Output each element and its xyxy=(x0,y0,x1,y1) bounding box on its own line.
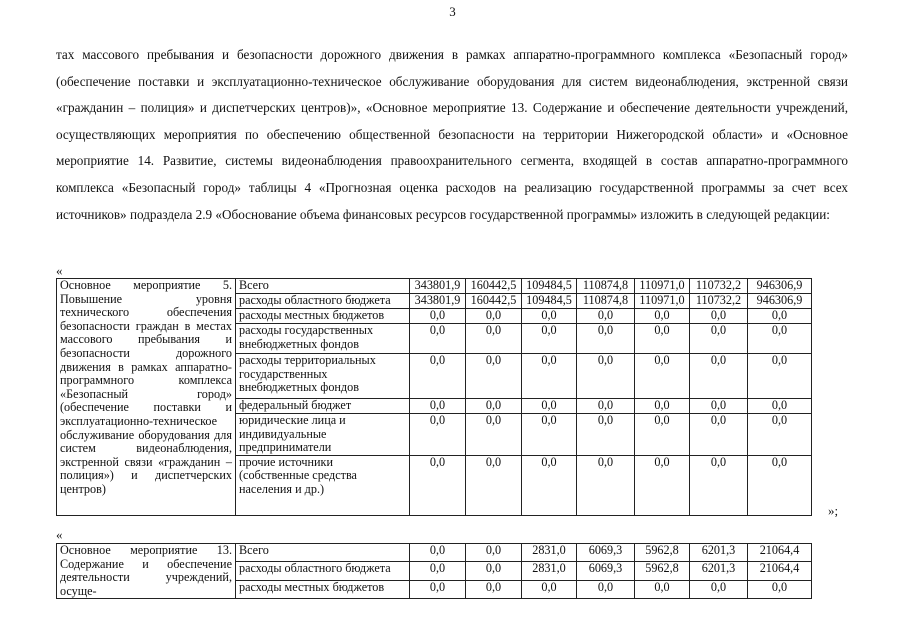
table-row xyxy=(57,544,812,562)
event-description: Основное мероприятие 13. Содержание и обеспечение деятельности учреждений, осуще- xyxy=(57,544,236,599)
amount-cell: 0,0 xyxy=(466,324,522,354)
amount-cell: 0,0 xyxy=(748,324,812,354)
amount-cell: 0,0 xyxy=(410,414,466,456)
amount-cell: 343801,9 xyxy=(410,279,466,294)
amount-cell: 0,0 xyxy=(635,354,690,399)
amount-cell: 0,0 xyxy=(466,562,522,580)
amount-cell: 0,0 xyxy=(748,309,812,324)
quote-close: »; xyxy=(828,503,839,518)
amount-cell: 0,0 xyxy=(690,414,748,456)
amount-cell: 0,0 xyxy=(410,354,466,399)
funding-source-label: расходы местных бюджетов xyxy=(236,309,410,324)
amount-cell: 110971,0 xyxy=(635,279,690,294)
amount-cell: 109484,5 xyxy=(522,279,577,294)
amount-cell: 0,0 xyxy=(577,455,635,515)
amount-cell: 2831,0 xyxy=(522,562,577,580)
amount-cell: 0,0 xyxy=(690,580,748,598)
amount-cell: 0,0 xyxy=(410,455,466,515)
budget-table-event-5 xyxy=(56,278,812,516)
amount-cell: 0,0 xyxy=(522,455,577,515)
amount-cell: 6069,3 xyxy=(577,544,635,562)
amount-cell: 160442,5 xyxy=(466,294,522,309)
amount-cell: 0,0 xyxy=(466,309,522,324)
amount-cell: 0,0 xyxy=(466,455,522,515)
amount-cell: 0,0 xyxy=(690,455,748,515)
amount-cell: 0,0 xyxy=(522,414,577,456)
amount-cell: 0,0 xyxy=(577,399,635,414)
funding-source-label: расходы территориальных государственных внебюджетных фондов xyxy=(236,354,410,399)
amount-cell: 5962,8 xyxy=(635,562,690,580)
funding-source-label: Всего xyxy=(236,544,410,562)
amount-cell: 6201,3 xyxy=(690,562,748,580)
amount-cell: 0,0 xyxy=(635,580,690,598)
amount-cell: 0,0 xyxy=(466,580,522,598)
amount-cell: 0,0 xyxy=(577,414,635,456)
amount-cell: 0,0 xyxy=(522,309,577,324)
amount-cell: 160442,5 xyxy=(466,279,522,294)
amount-cell: 0,0 xyxy=(410,399,466,414)
amount-cell: 0,0 xyxy=(522,399,577,414)
intro-paragraph: тах массового пребывания и безопасности дорожного движения в рамках аппаратно-программного комплекса «Безопасный город» (обеспечение поставки и эксплуатационно-техническое обслуживание оборудования для систем видеонаблюдения, экстренной связи «гражданин – полиция» и диспетчерских центров)», «Основное мероприятие 13. Содержание и обеспечение деятельности учреждений, осуществляющих мероприятия по обеспечению общественной безопасности на территории Нижегородской области» и «Основное мероприятие 14. Развитие, системы видеонаблюдения правоохранительного сегмента, входящей в состав аппаратно-программного комплекса «Безопасный город» таблицы 4 «Прогнозная оценка расходов на реализацию государственной программы за счет всех источников» подраздела 2.9 «Обоснование объема финансовых ресурсов государственной программы» изложить в следующей редакции: xyxy=(56,47,848,222)
amount-cell: 110971,0 xyxy=(635,294,690,309)
funding-source-label: расходы государственных внебюджетных фондов xyxy=(236,324,410,354)
amount-cell: 0,0 xyxy=(690,324,748,354)
quote-open-2: « xyxy=(56,527,63,542)
amount-cell: 0,0 xyxy=(690,309,748,324)
amount-cell: 5962,8 xyxy=(635,544,690,562)
amount-cell: 0,0 xyxy=(466,414,522,456)
amount-cell: 0,0 xyxy=(577,324,635,354)
table-row xyxy=(57,279,812,294)
amount-cell: 110874,8 xyxy=(577,279,635,294)
funding-source-label: расходы областного бюджета xyxy=(236,294,410,309)
amount-cell: 0,0 xyxy=(410,309,466,324)
amount-cell: 0,0 xyxy=(635,324,690,354)
amount-cell: 0,0 xyxy=(748,455,812,515)
amount-cell: 0,0 xyxy=(690,399,748,414)
amount-cell: 0,0 xyxy=(522,324,577,354)
amount-cell: 343801,9 xyxy=(410,294,466,309)
amount-cell: 0,0 xyxy=(522,580,577,598)
amount-cell: 0,0 xyxy=(410,324,466,354)
funding-source-label: прочие источники (собственные средства населения и др.) xyxy=(236,455,410,515)
amount-cell: 0,0 xyxy=(635,399,690,414)
amount-cell: 21064,4 xyxy=(748,544,812,562)
amount-cell: 0,0 xyxy=(690,354,748,399)
funding-source-label: федеральный бюджет xyxy=(236,399,410,414)
amount-cell: 0,0 xyxy=(577,309,635,324)
amount-cell: 0,0 xyxy=(577,580,635,598)
amount-cell: 0,0 xyxy=(635,455,690,515)
funding-source-label: расходы областного бюджета xyxy=(236,562,410,580)
budget-table-event-13 xyxy=(56,543,812,599)
amount-cell: 0,0 xyxy=(466,354,522,399)
amount-cell: 946306,9 xyxy=(748,279,812,294)
amount-cell: 110732,2 xyxy=(690,279,748,294)
amount-cell: 6201,3 xyxy=(690,544,748,562)
amount-cell: 109484,5 xyxy=(522,294,577,309)
funding-source-label: расходы местных бюджетов xyxy=(236,580,410,598)
amount-cell: 0,0 xyxy=(466,544,522,562)
amount-cell: 946306,9 xyxy=(748,294,812,309)
amount-cell: 110732,2 xyxy=(690,294,748,309)
quote-open-1: « xyxy=(56,263,63,278)
amount-cell: 2831,0 xyxy=(522,544,577,562)
amount-cell: 0,0 xyxy=(748,580,812,598)
page-number: 3 xyxy=(449,4,456,19)
amount-cell: 0,0 xyxy=(410,580,466,598)
funding-source-label: юридические лица и индивидуальные предприниматели xyxy=(236,414,410,456)
funding-source-label: Всего xyxy=(236,279,410,294)
amount-cell: 110874,8 xyxy=(577,294,635,309)
amount-cell: 0,0 xyxy=(466,399,522,414)
amount-cell: 0,0 xyxy=(635,414,690,456)
amount-cell: 0,0 xyxy=(748,414,812,456)
amount-cell: 0,0 xyxy=(748,399,812,414)
amount-cell: 6069,3 xyxy=(577,562,635,580)
amount-cell: 0,0 xyxy=(748,354,812,399)
amount-cell: 0,0 xyxy=(410,544,466,562)
amount-cell: 0,0 xyxy=(522,354,577,399)
amount-cell: 21064,4 xyxy=(748,562,812,580)
amount-cell: 0,0 xyxy=(410,562,466,580)
amount-cell: 0,0 xyxy=(635,309,690,324)
event-description: Основное мероприятие 5. Повышение уровня технического обеспечения безопасности граждан в местах массового пребывания и безопасности дорожного движения в рамках аппаратно-программного комплекса «Безопасный город» (обеспечение поставки и эксплуатационно-техническое обслуживание оборудования для систем видеонаблюдения, экстренной связи «гражданин – полиция») и диспетчерских центров) xyxy=(57,279,236,516)
amount-cell: 0,0 xyxy=(577,354,635,399)
